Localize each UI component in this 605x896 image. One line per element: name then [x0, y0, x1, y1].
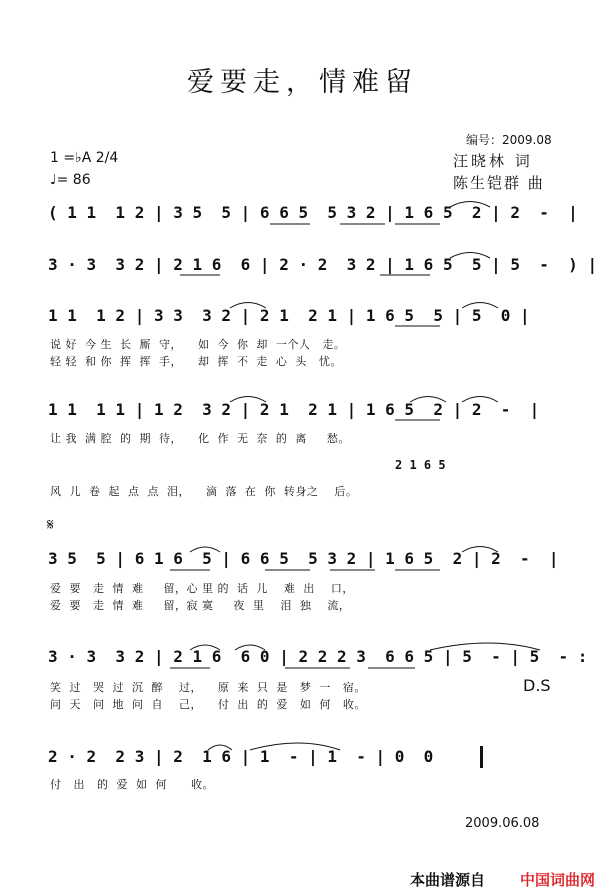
- slur: [190, 547, 220, 552]
- lyric-line-3a: 说 好 今 生 长 厮 守， 如 今 你 却 一个人 走。: [50, 338, 346, 351]
- slur: [450, 202, 490, 208]
- lyric-line-5a: 爱 要 走 情 难 留，心 里 的 话 儿 难 出 口，: [50, 582, 354, 595]
- lyric-line-4b: 风 儿 卷 起 点 点 泪， 滴 落 在 你 转身之 后。: [50, 485, 358, 498]
- slur: [430, 643, 540, 650]
- lyricist: 汪晓林 词: [453, 152, 533, 170]
- lyric-line-6b: 问 天 问 地 问 自 己， 付 出 的 爱 如 何 收。: [50, 698, 366, 711]
- notation-line-7: 2 · 2 2 3 | 2 1 6 | 1 - | 1 - | 0 0: [48, 747, 443, 766]
- tempo-marking: ♩= 86: [50, 172, 91, 188]
- slur: [462, 397, 498, 403]
- slur: [230, 397, 266, 403]
- ossia-notes: 2 1 6 5: [395, 458, 446, 472]
- slur: [250, 743, 340, 750]
- lyric-line-5b: 爱 要 走 情 难 留，寂 寞 夜 里 泪 独 流，: [50, 599, 351, 612]
- code-number: 编号：2009.08: [466, 133, 552, 147]
- slur: [235, 645, 265, 650]
- slur: [190, 645, 220, 650]
- slur: [450, 253, 490, 259]
- lyric-line-3b: 轻 轻 和 你 挥 挥 手， 却 挥 不 走 心 头 忧。: [50, 355, 342, 368]
- date-stamp: 2009.06.08: [465, 816, 540, 831]
- slur: [208, 745, 232, 750]
- notation-line-6: 3 · 3 3 2 | 2 1 6 6 0 | 2 2 2 3 6 6 5 | 5 - | 5 - :: [48, 647, 588, 666]
- notation-line-5: 3 5 5 | 6 1 6 5 | 6 6 5 5 3 2 | 1 6 5 2 | 2 - |: [48, 549, 559, 568]
- composer: 陈生铠群 曲: [453, 174, 545, 192]
- notation-line-4: 1 1 1 1 | 1 2 3 2 | 2 1 2 1 | 1 6 5 2 | 2 - |: [48, 400, 540, 419]
- notation-line-1: ( 1 1 1 2 | 3 5 5 | 6 6 5 5 3 2 | 1 6 5 2 | 2 - |: [48, 203, 578, 222]
- ds-marking: D.S: [523, 676, 551, 695]
- notation-line-2: 3 · 3 3 2 | 2 1 6 6 | 2 · 2 3 2 | 1 6 5 5 | 5 - ) |: [48, 255, 598, 274]
- slur: [230, 303, 266, 309]
- song-title: 爱要走，情难留: [187, 67, 418, 98]
- footer-site: 中国词曲网: [519, 871, 595, 889]
- slur: [410, 397, 446, 403]
- footer-source: 本曲谱源自: [409, 871, 485, 889]
- lyric-line-4a: 让 我 满 腔 的 期 待， 化 作 无 奈 的 离 愁。: [50, 432, 350, 445]
- notation-line-3: 1 1 1 2 | 3 3 3 2 | 2 1 2 1 | 1 6 5 5 | 5 0 |: [48, 306, 530, 325]
- lyric-line-6a: 笑 过 哭 过 沉 醉 过， 原 来 只 是 梦 一 宿。: [50, 681, 366, 694]
- lyric-line-7a: 付 出 的 爱 如 何 收。: [50, 778, 214, 791]
- slur: [462, 303, 498, 309]
- slur: [462, 547, 498, 553]
- segno-icon: 𝄋: [47, 515, 54, 534]
- key-signature: 1 =♭A 2/4: [50, 150, 119, 166]
